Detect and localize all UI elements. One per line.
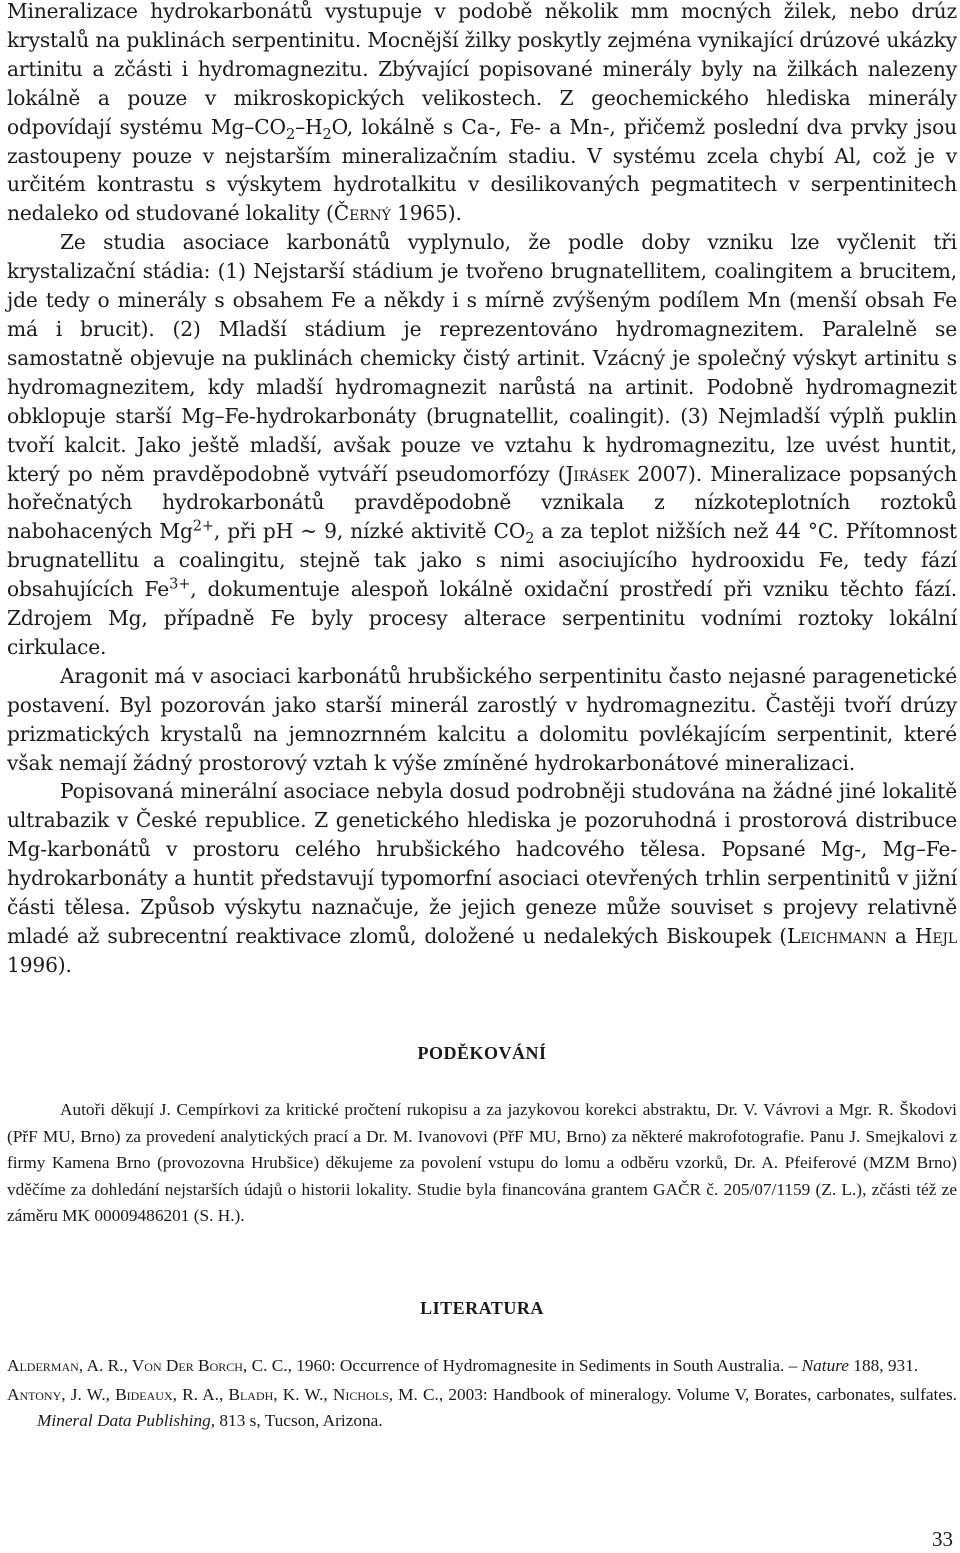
acknowledgements-heading: PODĚKOVÁNÍ <box>417 1043 547 1063</box>
subscript: 2 <box>525 531 535 548</box>
reference-text: , 1960: Occurrence of Hydromagnesite in Sediments in South Australia. – <box>287 1356 802 1375</box>
citation-author: Hejl <box>914 924 958 948</box>
reference-journal: Mineral Data Publishing, <box>37 1411 216 1430</box>
paragraph-1 <box>7 0 957 228</box>
reference-journal: Nature <box>801 1356 849 1375</box>
reference-authors: Alderman, A. R., Von Der Borch, C. C. <box>7 1356 288 1375</box>
main-body <box>7 0 957 980</box>
superscript: 2+ <box>192 518 214 535</box>
formula-part: Mg–CO <box>211 114 286 139</box>
reference-authors: Antony, J. W., Bideaux, R. A., Bladh, K. W., Nichols, M. C. <box>7 1384 439 1404</box>
formula-mg-co2-h2o <box>211 114 347 143</box>
formula-part: –H <box>295 114 323 139</box>
citation-and: a <box>886 924 915 948</box>
reference-tail: 813 s, Tucson, Arizona. <box>215 1411 383 1430</box>
paragraph-1-rest: , lokálně s Ca-, Fe- a Mn-, přičemž poslední dva prvky jsou zastoupeny pouze v nejstarším mineralizačním stadiu. V systému zcela chybí Al, což je v určitém kontrastu s výskytem hydrotalkitu v desilikovaných pegmatitech v serpentinitech nedaleko od studované lokality ( <box>7 114 957 226</box>
citation-author: Leichmann <box>787 924 887 948</box>
paragraph-2-text-c: , při pH ~ 9, nízké aktivitě CO <box>213 519 526 544</box>
page-number: 33 <box>932 1527 953 1551</box>
reference-tail: 188, 931. <box>848 1356 919 1375</box>
reference-item <box>7 1353 957 1380</box>
citation-year: 1965). <box>390 201 462 226</box>
superscript: 3+ <box>169 576 191 593</box>
citation-author: Jirásek <box>565 461 629 486</box>
reference-list <box>7 1353 957 1437</box>
paragraph-1-text: Mineralizace hydrokarbonátů vystupuje v podobě několik mm mocných žilek, nebo drúz krystalů na puklinách serpentinitu. Mocnější žilky poskytly zejména vynikající drúzové ukázky artinitu a zčásti i hydromagnezitu. Zbývající popisované minerály byly na žilkách nalezeny lokálně a pouze v mikroskopických velikostech. Z geochemického hlediska minerály odpovídají systému <box>7 0 957 139</box>
citation-year: 1996). <box>7 952 72 977</box>
formula-part: O <box>331 114 347 139</box>
paragraph-2-text: Ze studia asociace karbonátů vyplynulo, že podle doby vzniku lze vyčlenit tři krystalizační stádia: (1) Nejstarší stádium je tvořeno brugnatellitem, coalingitem a brucitem, jde tedy o minerály s obsahem Fe a někdy i s mírně zvýšeným podílem Mn (menší obsah Fe má i brucit). (2) Mladší stádium je reprezentováno hydromagnezitem. Paralelně se samostatně objevuje na puklinách chemicky čistý artinit. Vzácný je společný výskyt artinitu s hydromagnezitem, kdy mladší hydromagnezit narůstá na artinit. Podobně hydromagnezit obklopuje starší Mg–Fe-hydrokarbonáty (brugnatellit, coalingit). (3) Nejmladší výplň puklin tvoří kalcit. Jako ještě mladší, avšak pouze ve vztahu k hydromagnezitu, lze uvést huntit, který po něm pravděpodobně vytváří pseudomorfózy ( <box>7 230 957 486</box>
citation-author: Černý <box>333 201 391 226</box>
reference-item <box>7 1382 957 1435</box>
acknowledgements-text: Autoři děkují J. Cempírkovi za kritické pročtení rukopisu a za jazykovou korekci abstraktu, Dr. V. Vávrovi a Mgr. R. Škodovi (PřF MU, Brno) za provedení analytických prací a Dr. M. Ivanovovi (PřF MU, Brno) za některé makrofotografie. Panu J. Smejkalovi z firmy Kamena Brno (provozovna Hrubšice) děkujeme za povolení vstupu do lomu a odběru vzorků, Dr. A. Pfeiferové (MZM Brno) vděčíme za dohledání nejstarších údajů o historii lokality. Studie byla financována grantem GAČR č. 205/07/1159 (Z. L.), zčásti též ze záměru MK 00009486201 (S. H.). <box>7 1100 957 1225</box>
paragraph-4-text: Popisovaná minerální asociace nebyla dosud podrobněji studována na žádné jiné lokalitě ultrabazik v České republice. Z genetického hlediska je pozoruhodná i prostorová distribuce Mg-karbonátů v prostoru celého hrubšického hadcového tělesa. Popsané Mg-, Mg–Fe-hydrokarbonáty a huntit představují typomorfní asociaci otevřených trhlin serpentinitů v jižní části tělesa. Způsob výskytu naznačuje, že jejich geneze může souviset s projevy relativně mladé až subrecentní reaktivace zlomů, doložené u nedalekých Biskoupek ( <box>7 779 957 948</box>
paragraph-4 <box>7 777 957 979</box>
paragraph-3: Aragonit má v asociaci karbonátů hrubšického serpentinitu často nejasné paragenetické postavení. Byl pozorován jako starší minerál zarostlý v hydromagnezitu. Častěji tvoří drúzy prizmatických krystalů na jemnozrnném kalcitu a dolomitu povlékajícím serpentinit, které však nemají žádný prostorový vztah k výše zmíněné hydrokarbonátové mineralizaci. <box>7 663 957 775</box>
paragraph-2-text-e: , dokumentuje alespoň lokálně oxidační prostředí při vzniku těchto fází. Zdrojem Mg, případně Fe byly procesy alterace serpentinitu vodními roztoky lokální cirkulace. <box>7 577 958 659</box>
formula-subscript: 2 <box>322 126 332 143</box>
paragraph-2-text-b: 2007). Mineralizace popsaných hořečnatých hydrokarbonátů pravděpodobně vznikala z nízkoteplotních roztoků nabohacených Mg <box>7 461 957 544</box>
paragraph-2 <box>7 228 957 662</box>
reference-text: , 2003: Handbook of mineralogy. Volume V, Borates, carbonates, sulfates. <box>438 1384 958 1404</box>
formula-subscript: 2 <box>285 126 296 143</box>
references-heading: LITERATURA <box>420 1298 544 1318</box>
paragraph-2-text-d: a za teplot nižších než 44 °C. Přítomnost brugnatellitu a coalingitu, stejně tak jako s nimi asociujícího hydrooxidu Fe, tedy fází obsahujících Fe <box>7 519 958 602</box>
